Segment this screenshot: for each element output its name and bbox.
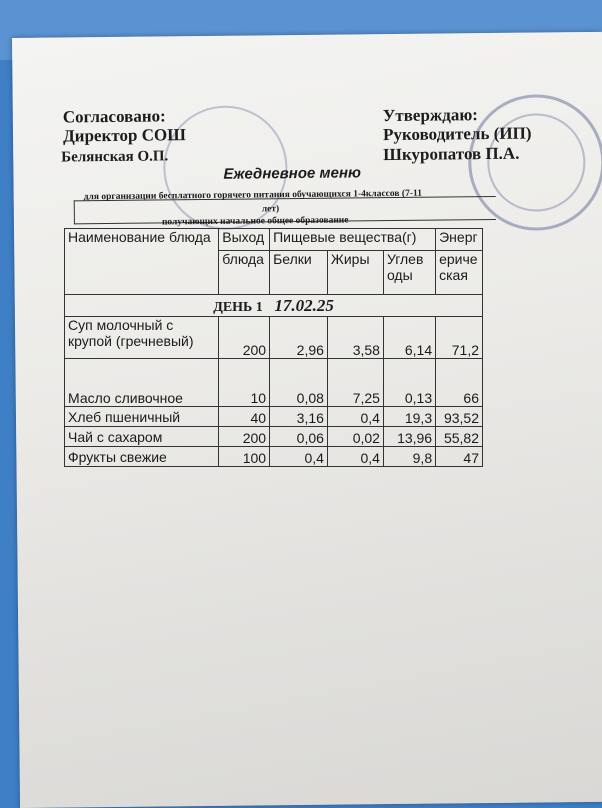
column-header-name: Наименование блюда (65, 229, 219, 295)
dish-energy: 93,52 (436, 407, 483, 427)
dish-energy: 71,2 (436, 317, 483, 359)
subtitle-line-2: лет) (261, 204, 280, 215)
column-header-fats: Жиры (327, 251, 383, 295)
dish-output: 40 (219, 407, 270, 427)
column-header-nutrients: Пищевые вещества(г) (270, 229, 436, 251)
dish-fats: 0,02 (327, 427, 383, 447)
dish-carbs: 13,96 (383, 427, 435, 447)
dish-fats: 3,58 (327, 317, 383, 359)
subtitle-line-3: получающих начальное общее образование (161, 215, 349, 228)
dish-proteins: 2,96 (270, 317, 328, 359)
dish-energy: 55,82 (436, 427, 483, 447)
dish-name: Хлеб пшеничный (65, 407, 219, 427)
dish-proteins: 0,4 (270, 447, 328, 467)
column-header-output-2: блюда (219, 251, 270, 295)
dish-fats: 0,4 (327, 447, 383, 467)
column-header-energy-2: ериче ская (436, 251, 483, 295)
dish-proteins: 3,16 (270, 407, 328, 427)
column-header-carbs: Углев оды (383, 251, 435, 295)
table-row (65, 407, 483, 427)
dish-proteins: 0,08 (270, 359, 328, 407)
dish-carbs: 6,14 (383, 317, 435, 359)
dish-proteins: 0,06 (270, 427, 328, 447)
page-title: Ежедневное меню (223, 164, 362, 183)
dish-name: Фрукты свежие (65, 447, 219, 467)
day-row (65, 295, 483, 317)
dish-fats: 7,25 (327, 359, 383, 407)
director-label: Директор СОШ (62, 125, 186, 146)
agreed-label: Согласовано: (62, 106, 166, 127)
column-header-output: Выход (219, 229, 270, 251)
dish-fats: 0,4 (327, 407, 383, 427)
dish-name: Масло сливочное (65, 359, 219, 407)
dish-energy: 47 (436, 447, 483, 467)
day-label: ДЕНЬ 1 (213, 299, 263, 315)
column-header-energy: Энерг (436, 229, 483, 251)
table-row (65, 359, 483, 407)
dish-output: 10 (219, 359, 270, 407)
menu-table (64, 228, 483, 467)
dish-energy: 66 (436, 359, 483, 407)
approve-label: Утверждаю: (382, 105, 479, 126)
dish-carbs: 19,3 (383, 407, 435, 427)
head-label: Руководитель (ИП) (382, 123, 532, 145)
dish-carbs: 0,13 (383, 359, 435, 407)
dish-output: 200 (219, 317, 270, 359)
day-date: 17.02.25 (274, 295, 334, 315)
dish-carbs: 9,8 (383, 447, 435, 467)
table-row (65, 317, 483, 359)
dish-name: Суп молочный с крупой (гречневый) (65, 317, 219, 359)
table-row (65, 427, 483, 447)
dish-name: Чай с сахаром (65, 427, 219, 447)
table-row (65, 447, 483, 467)
column-header-proteins: Белки (270, 251, 328, 295)
dish-output: 100 (219, 447, 270, 467)
director-name: Белянская О.П. (61, 148, 169, 166)
subtitle-line-1: для организации бесплатного горячего питания обучающихся 1-4классов (7-11 (83, 188, 422, 203)
head-name: Шкуропатов П.А. (383, 143, 520, 165)
dish-output: 200 (219, 427, 270, 447)
